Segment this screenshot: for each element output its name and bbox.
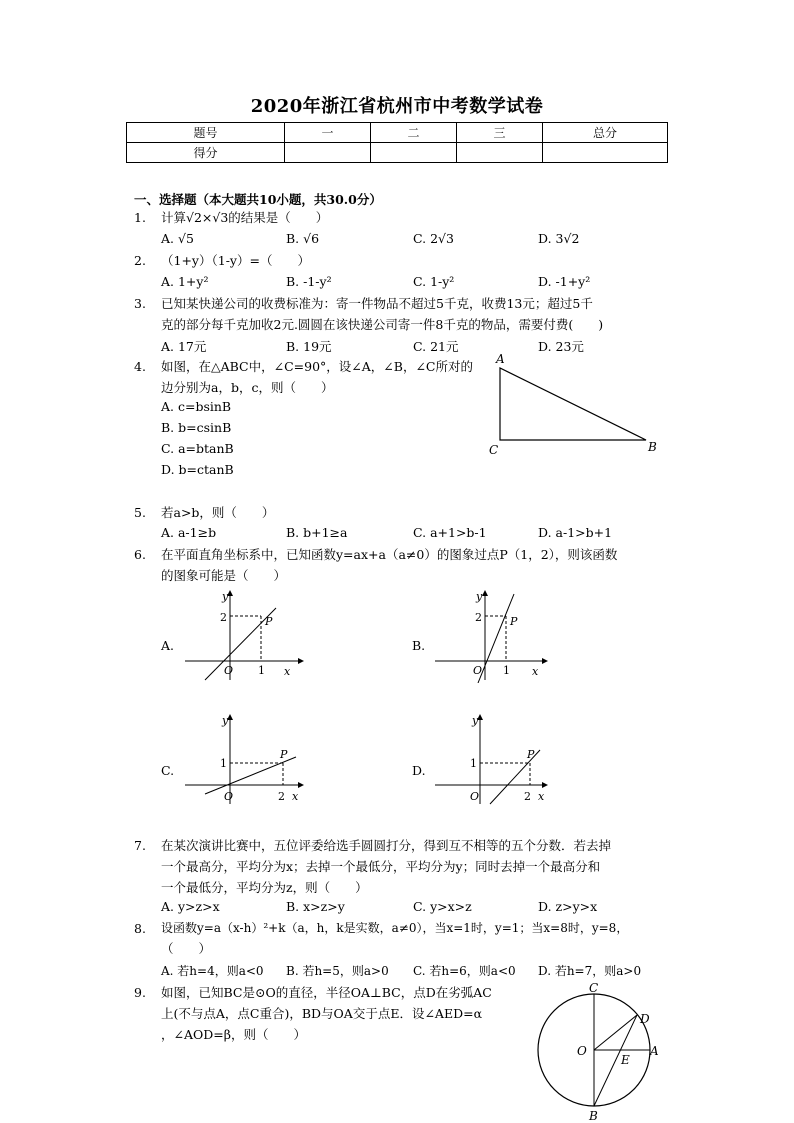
- option-a: A. 1+y²: [161, 274, 209, 289]
- vertex-label: A: [496, 352, 505, 366]
- graph-option-c: [180, 712, 310, 807]
- question-stem: 计算√2×√3的结果是（ ）: [161, 210, 329, 225]
- vertex-label: B: [648, 440, 657, 454]
- question-stem-line: ，∠AOD=β，则（ ）: [161, 1027, 306, 1042]
- option-c: C. a=btanB: [161, 441, 234, 456]
- option-a: A. y>z>x: [161, 899, 220, 914]
- option-a: A. √5: [161, 231, 194, 246]
- option-c: C. y>x>z: [413, 899, 472, 914]
- y-tick-label: 2: [475, 611, 482, 624]
- axis-label-x: x: [532, 665, 539, 678]
- section-heading: 一、选择题（本大题共10小题，共30.0分）: [134, 192, 382, 207]
- score-table: [126, 122, 668, 163]
- origin-label: O: [224, 790, 234, 803]
- question-stem-line: 一个最低分，平均分为z，则（ ）: [161, 880, 368, 895]
- axis-label-y: y: [476, 590, 483, 603]
- question-number: 2.: [134, 253, 146, 268]
- question-stem-line: 在某次演讲比赛中，五位评委给选手圆圆打分，得到互不相等的五个分数．若去掉: [161, 838, 612, 853]
- point-label: O: [577, 1044, 587, 1058]
- question-stem-line: 克的部分每千克加收2元.圆圆在该快递公司寄一件8千克的物品，需要付费( ): [161, 317, 604, 332]
- table-cell: [543, 143, 668, 163]
- page-title: 2020年浙江省杭州市中考数学试卷: [250, 96, 544, 117]
- question-stem-line: 边分别为a，b，c，则（ ）: [161, 380, 334, 395]
- option-a: A. 17元: [161, 339, 207, 354]
- option-d: D. 若h=7，则a>0: [538, 964, 642, 978]
- option-d: D. -1+y²: [538, 274, 591, 289]
- score-table-header-row: [127, 123, 668, 143]
- point-label: P: [280, 748, 288, 761]
- option-a: A. a-1≥b: [161, 525, 217, 540]
- question-number: 7.: [134, 838, 146, 853]
- x-tick-label: 1: [503, 664, 510, 677]
- option-b: B. x>z>y: [286, 899, 345, 914]
- x-tick-label: 1: [258, 664, 265, 677]
- axis-label-y: y: [222, 590, 229, 603]
- point-label: P: [510, 615, 518, 628]
- option-b: B. 19元: [286, 339, 332, 354]
- option-b: B. 若h=5，则a>0: [286, 964, 389, 978]
- axis-label-y: y: [472, 714, 479, 727]
- axis-label-x: x: [284, 665, 291, 678]
- point-label: B: [589, 1109, 598, 1123]
- x-tick-label: 2: [278, 790, 285, 803]
- y-tick-label: 2: [220, 611, 227, 624]
- question-stem-line: 如图，已知BC是⊙O的直径，半径OA⊥BC，点D在劣弧AC: [161, 985, 492, 1000]
- question-number: 3.: [134, 296, 146, 311]
- option-letter: C.: [161, 763, 175, 778]
- question-stem-line: 一个最高分，平均分为x；去掉一个最低分，平均分为y；同时去掉一个最高分和: [161, 859, 601, 874]
- table-cell: 得分: [127, 143, 285, 163]
- option-letter: D.: [412, 763, 426, 778]
- option-d: D. b=ctanB: [161, 462, 234, 477]
- question-stem-line: 已知某快递公司的收费标准为：寄一件物品不超过5千克，收费13元；超过5千: [161, 296, 593, 311]
- option-a: A. 若h=4，则a<0: [161, 964, 264, 978]
- option-letter: B.: [412, 638, 426, 653]
- origin-label: O: [224, 664, 234, 677]
- point-label: P: [527, 748, 535, 761]
- table-cell: 二: [371, 123, 457, 143]
- table-cell: 三: [457, 123, 543, 143]
- y-tick-label: 1: [220, 757, 227, 770]
- origin-label: O: [473, 664, 483, 677]
- axis-label-x: x: [292, 790, 299, 803]
- option-b: B. b+1≥a: [286, 525, 348, 540]
- option-d: D. z>y>x: [538, 899, 598, 914]
- point-label: C: [589, 981, 599, 995]
- option-b: B. b=csinB: [161, 420, 232, 435]
- question-number: 9.: [134, 985, 146, 1000]
- option-a: A. c=bsinB: [161, 399, 232, 414]
- graph-option-b: [430, 588, 560, 683]
- point-label: D: [640, 1012, 650, 1026]
- option-c: C. a+1>b-1: [413, 525, 487, 540]
- question-number: 6.: [134, 547, 146, 562]
- score-table-score-row: [127, 143, 668, 163]
- axis-label-y: y: [222, 714, 229, 727]
- option-c: C. 若h=6，则a<0: [413, 964, 516, 978]
- triangle-figure: [484, 350, 664, 460]
- question-number: 5.: [134, 505, 146, 520]
- table-cell: [457, 143, 543, 163]
- point-label: E: [621, 1053, 630, 1067]
- option-c: C. 21元: [413, 339, 459, 354]
- y-tick-label: 1: [470, 757, 477, 770]
- x-tick-label: 2: [524, 790, 531, 803]
- question-number: 8.: [134, 921, 146, 936]
- question-stem-line: 如图，在△ABC中，∠C=90°，设∠A，∠B，∠C所对的: [161, 359, 473, 374]
- question-stem-line: 的图象可能是（ ）: [161, 568, 287, 583]
- option-d: D. 3√2: [538, 231, 580, 246]
- graph-option-d: [430, 712, 560, 807]
- table-cell: 总分: [543, 123, 668, 143]
- question-stem-line: 在平面直角坐标系中，已知函数y=ax+a（a≠0）的图象过点P（1，2），则该函数: [161, 547, 618, 562]
- vertex-label: C: [489, 443, 499, 457]
- question-number: 4.: [134, 359, 146, 374]
- option-c: C. 2√3: [413, 231, 454, 246]
- option-letter: A.: [161, 638, 175, 653]
- question-stem-line: 设函数y=a（x-h）²+k（a，h，k是实数，a≠0），当x=1时，y=1；当x=8时，y=8，: [161, 921, 629, 935]
- table-cell: [285, 143, 371, 163]
- question-stem: （1+y）（1-y）=（ ）: [161, 253, 310, 268]
- question-number: 1.: [134, 210, 146, 225]
- table-cell: [371, 143, 457, 163]
- question-stem: 若a>b，则（ ）: [161, 505, 275, 520]
- table-cell: 题号: [127, 123, 285, 143]
- point-label: A: [650, 1044, 659, 1058]
- table-cell: 一: [285, 123, 371, 143]
- axis-label-x: x: [538, 790, 545, 803]
- question-stem-line: 上(不与点A，点C重合)，BD与OA交于点E．设∠AED=α: [161, 1006, 483, 1021]
- option-b: B. -1-y²: [286, 274, 332, 289]
- circle-figure: [530, 975, 670, 1123]
- origin-label: O: [470, 790, 480, 803]
- option-c: C. 1-y²: [413, 274, 455, 289]
- option-d: D. a-1>b+1: [538, 525, 613, 540]
- graph-option-a: [180, 588, 310, 683]
- option-b: B. √6: [286, 231, 320, 246]
- option-d: D. 23元: [538, 339, 584, 354]
- question-stem-line: （ ）: [161, 941, 212, 956]
- point-label: P: [265, 615, 273, 628]
